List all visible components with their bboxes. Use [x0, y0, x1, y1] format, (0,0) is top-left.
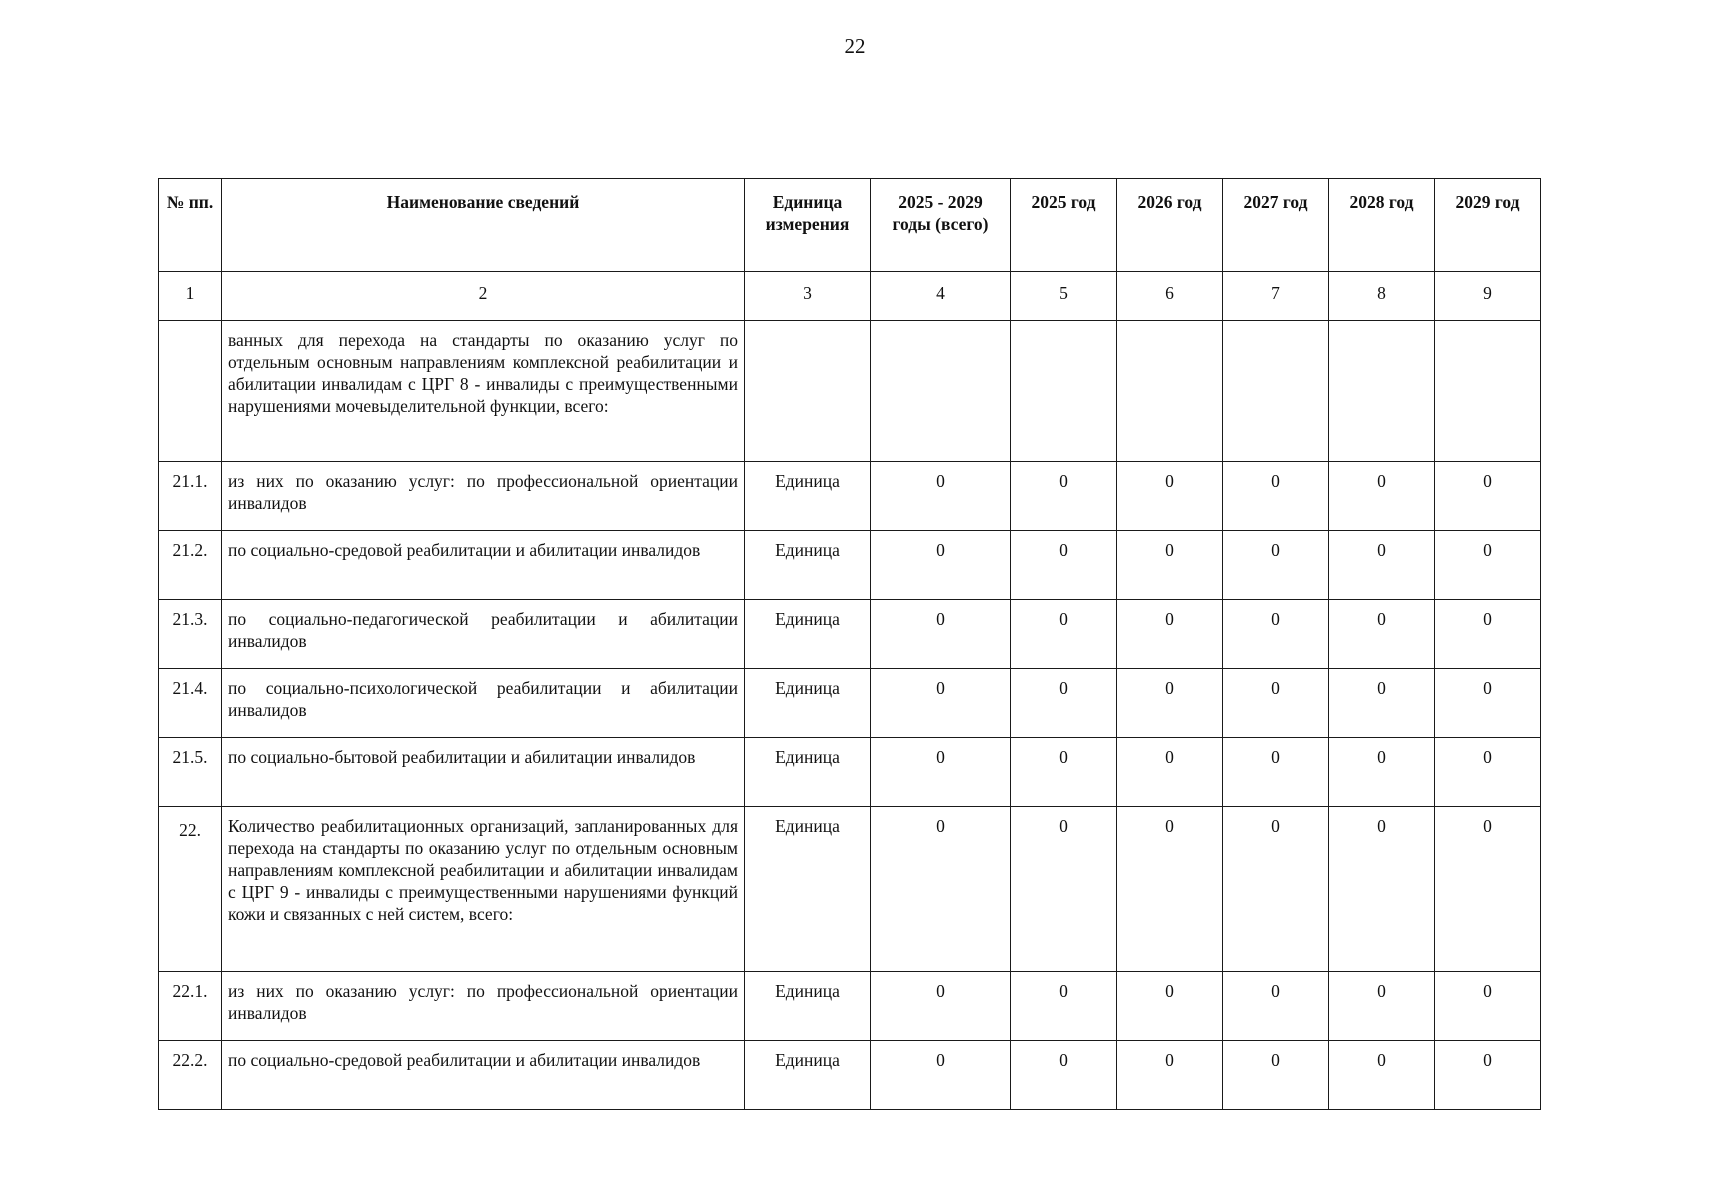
- value-2029: 0: [1435, 600, 1541, 669]
- value-2026: 0: [1117, 531, 1223, 600]
- header-cell-2029: 2029 год: [1435, 179, 1541, 272]
- column-number: 2: [222, 272, 745, 321]
- value-2027: 0: [1223, 807, 1329, 972]
- column-number: 9: [1435, 272, 1541, 321]
- value-2026: 0: [1117, 972, 1223, 1041]
- value-2026: [1117, 321, 1223, 462]
- row-number: 22.: [159, 807, 222, 972]
- value-2025: 0: [1011, 1041, 1117, 1110]
- row-number: 22.1.: [159, 972, 222, 1041]
- row-name: по социально-средовой реабилитации и абилитации инвалидов: [222, 531, 745, 600]
- row-unit: Единица: [745, 600, 871, 669]
- row-number: 21.3.: [159, 600, 222, 669]
- row-number: [159, 321, 222, 462]
- table-row: [159, 321, 1541, 462]
- table-row: [159, 462, 1541, 531]
- value-2026: 0: [1117, 462, 1223, 531]
- value-2027: 0: [1223, 738, 1329, 807]
- table-row: [159, 1041, 1541, 1110]
- value-total: 0: [871, 462, 1011, 531]
- value-2026: 0: [1117, 600, 1223, 669]
- row-name: по социально-бытовой реабилитации и абилитации инвалидов: [222, 738, 745, 807]
- value-2027: 0: [1223, 600, 1329, 669]
- row-unit: Единица: [745, 807, 871, 972]
- row-number: 21.1.: [159, 462, 222, 531]
- value-2029: 0: [1435, 531, 1541, 600]
- value-2029: [1435, 321, 1541, 462]
- row-unit: Единица: [745, 972, 871, 1041]
- value-2026: 0: [1117, 738, 1223, 807]
- value-2028: 0: [1329, 738, 1435, 807]
- column-number: 1: [159, 272, 222, 321]
- header-cell-2027: 2027 год: [1223, 179, 1329, 272]
- header-cell-total: 2025 - 2029 годы (всего): [871, 179, 1011, 272]
- value-2028: 0: [1329, 531, 1435, 600]
- header-row: [159, 179, 1541, 272]
- row-number: 21.2.: [159, 531, 222, 600]
- column-number: 5: [1011, 272, 1117, 321]
- value-2027: [1223, 321, 1329, 462]
- value-2028: 0: [1329, 462, 1435, 531]
- value-total: 0: [871, 807, 1011, 972]
- table-row: [159, 738, 1541, 807]
- column-number: 6: [1117, 272, 1223, 321]
- value-total: 0: [871, 972, 1011, 1041]
- value-2025: 0: [1011, 972, 1117, 1041]
- value-2026: 0: [1117, 669, 1223, 738]
- value-2026: 0: [1117, 807, 1223, 972]
- row-unit: [745, 321, 871, 462]
- data-table: [158, 178, 1541, 1110]
- value-2025: 0: [1011, 531, 1117, 600]
- header-cell-unit: Единица измерения: [745, 179, 871, 272]
- value-2027: 0: [1223, 669, 1329, 738]
- page-number: 22: [844, 34, 866, 58]
- value-2029: 0: [1435, 1041, 1541, 1110]
- value-2029: 0: [1435, 462, 1541, 531]
- row-unit: Единица: [745, 462, 871, 531]
- value-2029: 0: [1435, 972, 1541, 1041]
- column-number: 8: [1329, 272, 1435, 321]
- row-name: из них по оказанию услуг: по профессиональной ориентации инвалидов: [222, 972, 745, 1041]
- value-2026: 0: [1117, 1041, 1223, 1110]
- row-unit: Единица: [745, 1041, 871, 1110]
- value-2029: 0: [1435, 738, 1541, 807]
- value-2025: 0: [1011, 600, 1117, 669]
- table-row: [159, 807, 1541, 972]
- row-name: по социально-психологической реабилитации и абилитации инвалидов: [222, 669, 745, 738]
- value-total: 0: [871, 738, 1011, 807]
- value-2025: 0: [1011, 738, 1117, 807]
- value-2025: 0: [1011, 462, 1117, 531]
- column-number: 4: [871, 272, 1011, 321]
- row-number: 21.4.: [159, 669, 222, 738]
- row-name: по социально-педагогической реабилитации и абилитации инвалидов: [222, 600, 745, 669]
- table-row: [159, 972, 1541, 1041]
- value-2027: 0: [1223, 1041, 1329, 1110]
- row-name: Количество реабилитационных организаций, запланированных для перехода на стандарты по оказанию услуг по отдельным основным направлениям комплексной реабилитации и абилитации инвалидам с ЦРГ 9 - инвалиды с преимущественными нарушениями функций кожи и связанных с ней систем, всего:: [222, 807, 745, 972]
- column-number-row: [159, 272, 1541, 321]
- table-row: [159, 669, 1541, 738]
- value-2029: 0: [1435, 807, 1541, 972]
- table-row: [159, 600, 1541, 669]
- value-2027: 0: [1223, 972, 1329, 1041]
- value-2027: 0: [1223, 531, 1329, 600]
- row-unit: Единица: [745, 531, 871, 600]
- value-2028: 0: [1329, 807, 1435, 972]
- value-2028: 0: [1329, 669, 1435, 738]
- row-name: по социально-средовой реабилитации и абилитации инвалидов: [222, 1041, 745, 1110]
- value-2025: 0: [1011, 669, 1117, 738]
- value-total: 0: [871, 669, 1011, 738]
- header-cell-num: № пп.: [159, 179, 222, 272]
- value-2029: 0: [1435, 669, 1541, 738]
- value-total: 0: [871, 531, 1011, 600]
- value-2028: 0: [1329, 600, 1435, 669]
- header-cell-2028: 2028 год: [1329, 179, 1435, 272]
- value-2025: [1011, 321, 1117, 462]
- value-2028: 0: [1329, 1041, 1435, 1110]
- header-cell-2025: 2025 год: [1011, 179, 1117, 272]
- row-name: из них по оказанию услуг: по профессиональной ориентации инвалидов: [222, 462, 745, 531]
- value-2028: [1329, 321, 1435, 462]
- column-number: 3: [745, 272, 871, 321]
- row-name: ванных для перехода на стандарты по оказанию услуг по отдельным основным направлениям комплексной реабилитации и абилитации инвалидам с ЦРГ 8 - инвалиды с преимущественными нарушениями мочевыделительной функции, всего:: [222, 321, 745, 462]
- row-unit: Единица: [745, 738, 871, 807]
- header-cell-name: Наименование сведений: [222, 179, 745, 272]
- value-2025: 0: [1011, 807, 1117, 972]
- value-total: [871, 321, 1011, 462]
- value-total: 0: [871, 1041, 1011, 1110]
- value-2027: 0: [1223, 462, 1329, 531]
- header-cell-2026: 2026 год: [1117, 179, 1223, 272]
- table-row: [159, 531, 1541, 600]
- row-unit: Единица: [745, 669, 871, 738]
- value-2028: 0: [1329, 972, 1435, 1041]
- value-total: 0: [871, 600, 1011, 669]
- row-number: 22.2.: [159, 1041, 222, 1110]
- row-number: 21.5.: [159, 738, 222, 807]
- column-number: 7: [1223, 272, 1329, 321]
